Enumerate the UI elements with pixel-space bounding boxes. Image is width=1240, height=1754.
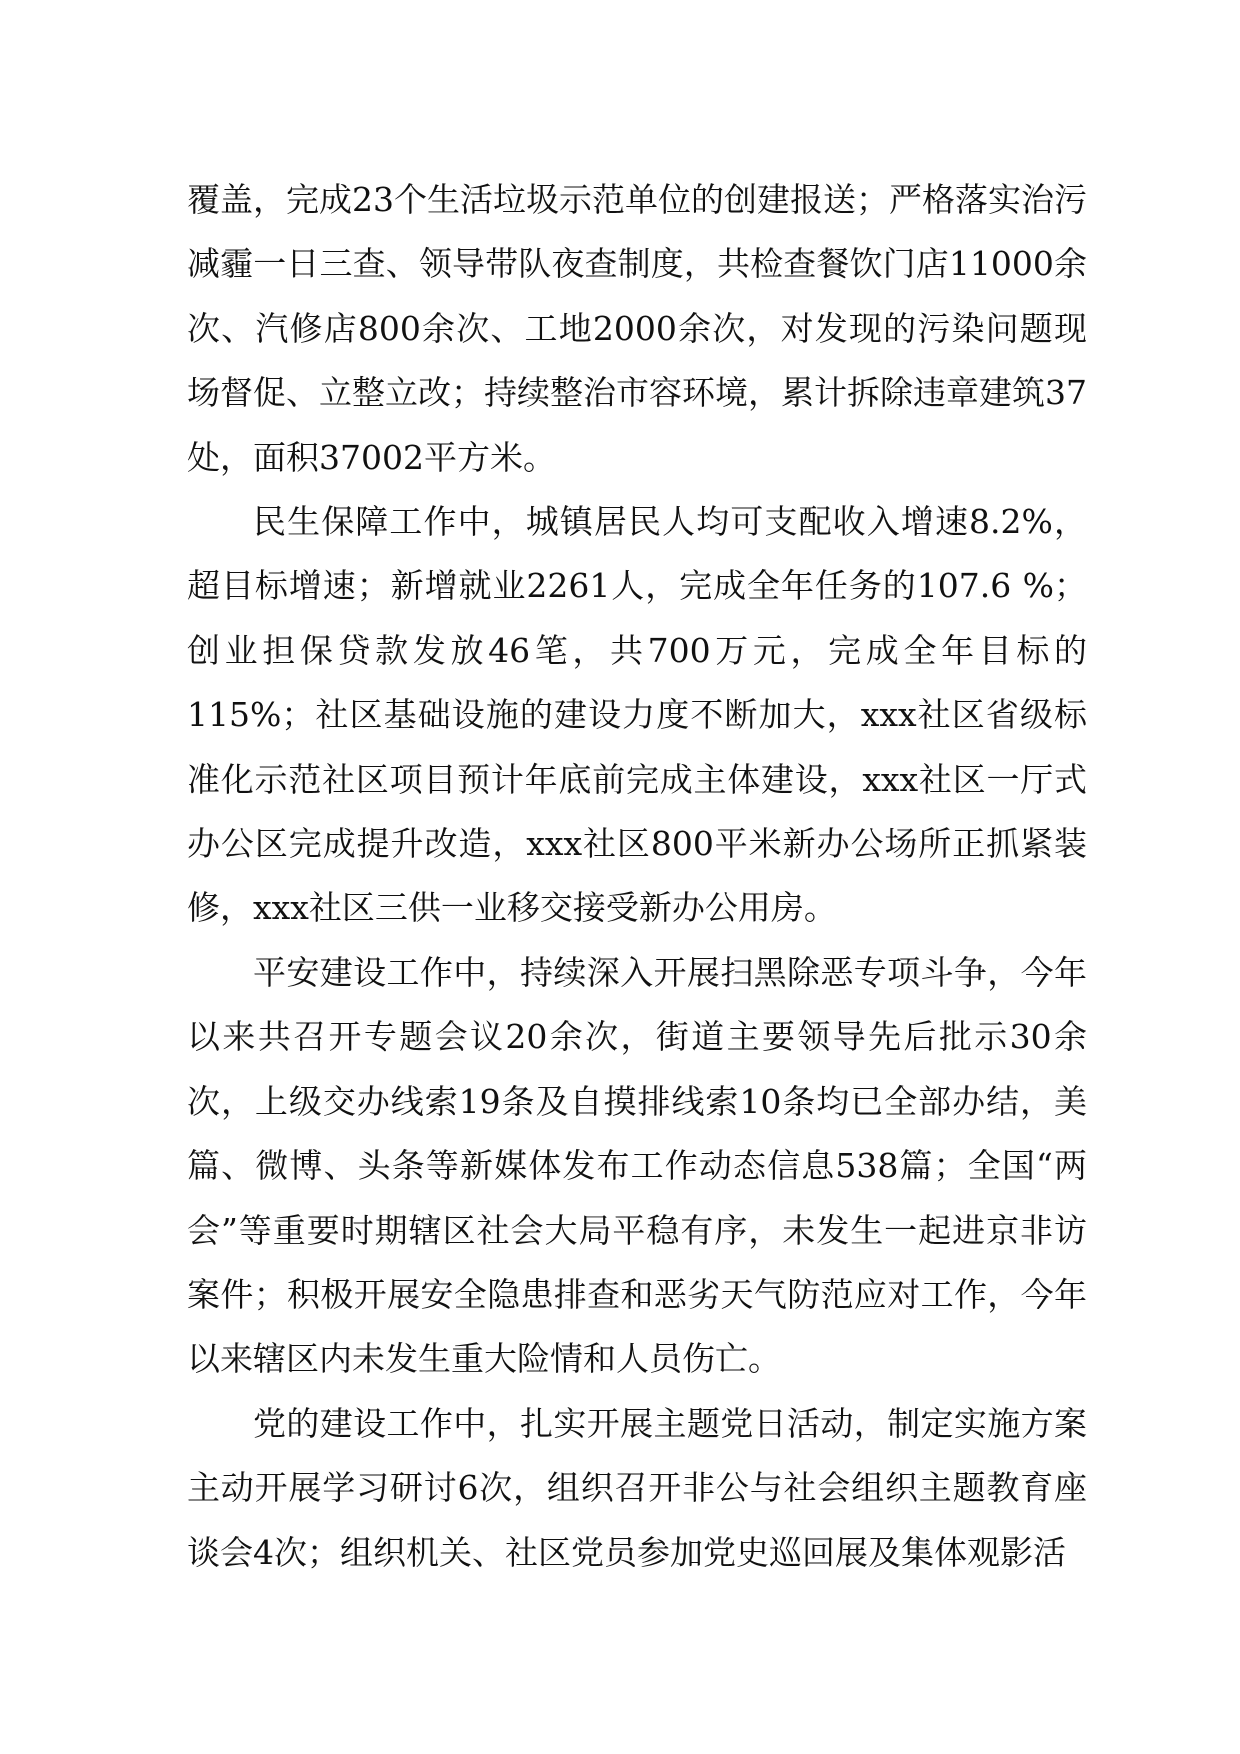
paragraph-party-building: 党的建设工作中，扎实开展主题党日活动，制定实施方案主动开展学习研讨6次，组织召开非公与社会组织主题教育座谈会4次；组织机关、社区党员参加党史巡回展及集体观影活 (187, 1403, 1087, 1572)
paragraph-public-safety: 平安建设工作中，持续深入开展扫黑除恶专项斗争，今年以来共召开专题会议20余次，街道主要领导先后批示30余次，上级交办线索19条及自摸排线索10条均已全部办结，美篇、微博、头条等新媒体发布工作动态信息538篇；全国“两会”等重要时期辖区社会大局平稳有序，未发生一起进京非访案件；积极开展安全隐患排查和恶劣天气防范应对工作，今年以来辖区内未发生重大险情和人员伤亡。 (187, 952, 1087, 1379)
paragraph-environment-continued: 覆盖，完成23个生活垃圾示范单位的创建报送；严格落实治污减霾一日三查、领导带队夜查制度，共检查餐饮门店11000余次、汽修店800余次、工地2000余次，对发现的污染问题现场督促、立整立改；持续整治市容环境，累计拆除违章建筑37处，面积37002平方米。 (187, 180, 1087, 477)
body-text (187, 168, 1087, 1585)
paragraph-livelihood: 民生保障工作中，城镇居民人均可支配收入增速8.2%，超目标增速；新增就业2261人，完成全年任务的107.6 %；创业担保贷款发放46笔，共700万元，完成全年目标的115%；社区基础设施的建设力度不断加大，xxx社区省级标准化示范社区项目预计年底前完成主体建设，xxx社区一厅式办公区完成提升改造，xxx社区800平米新办公场所正抓紧装修，xxx社区三供一业移交接受新办公用房。 (187, 502, 1087, 928)
